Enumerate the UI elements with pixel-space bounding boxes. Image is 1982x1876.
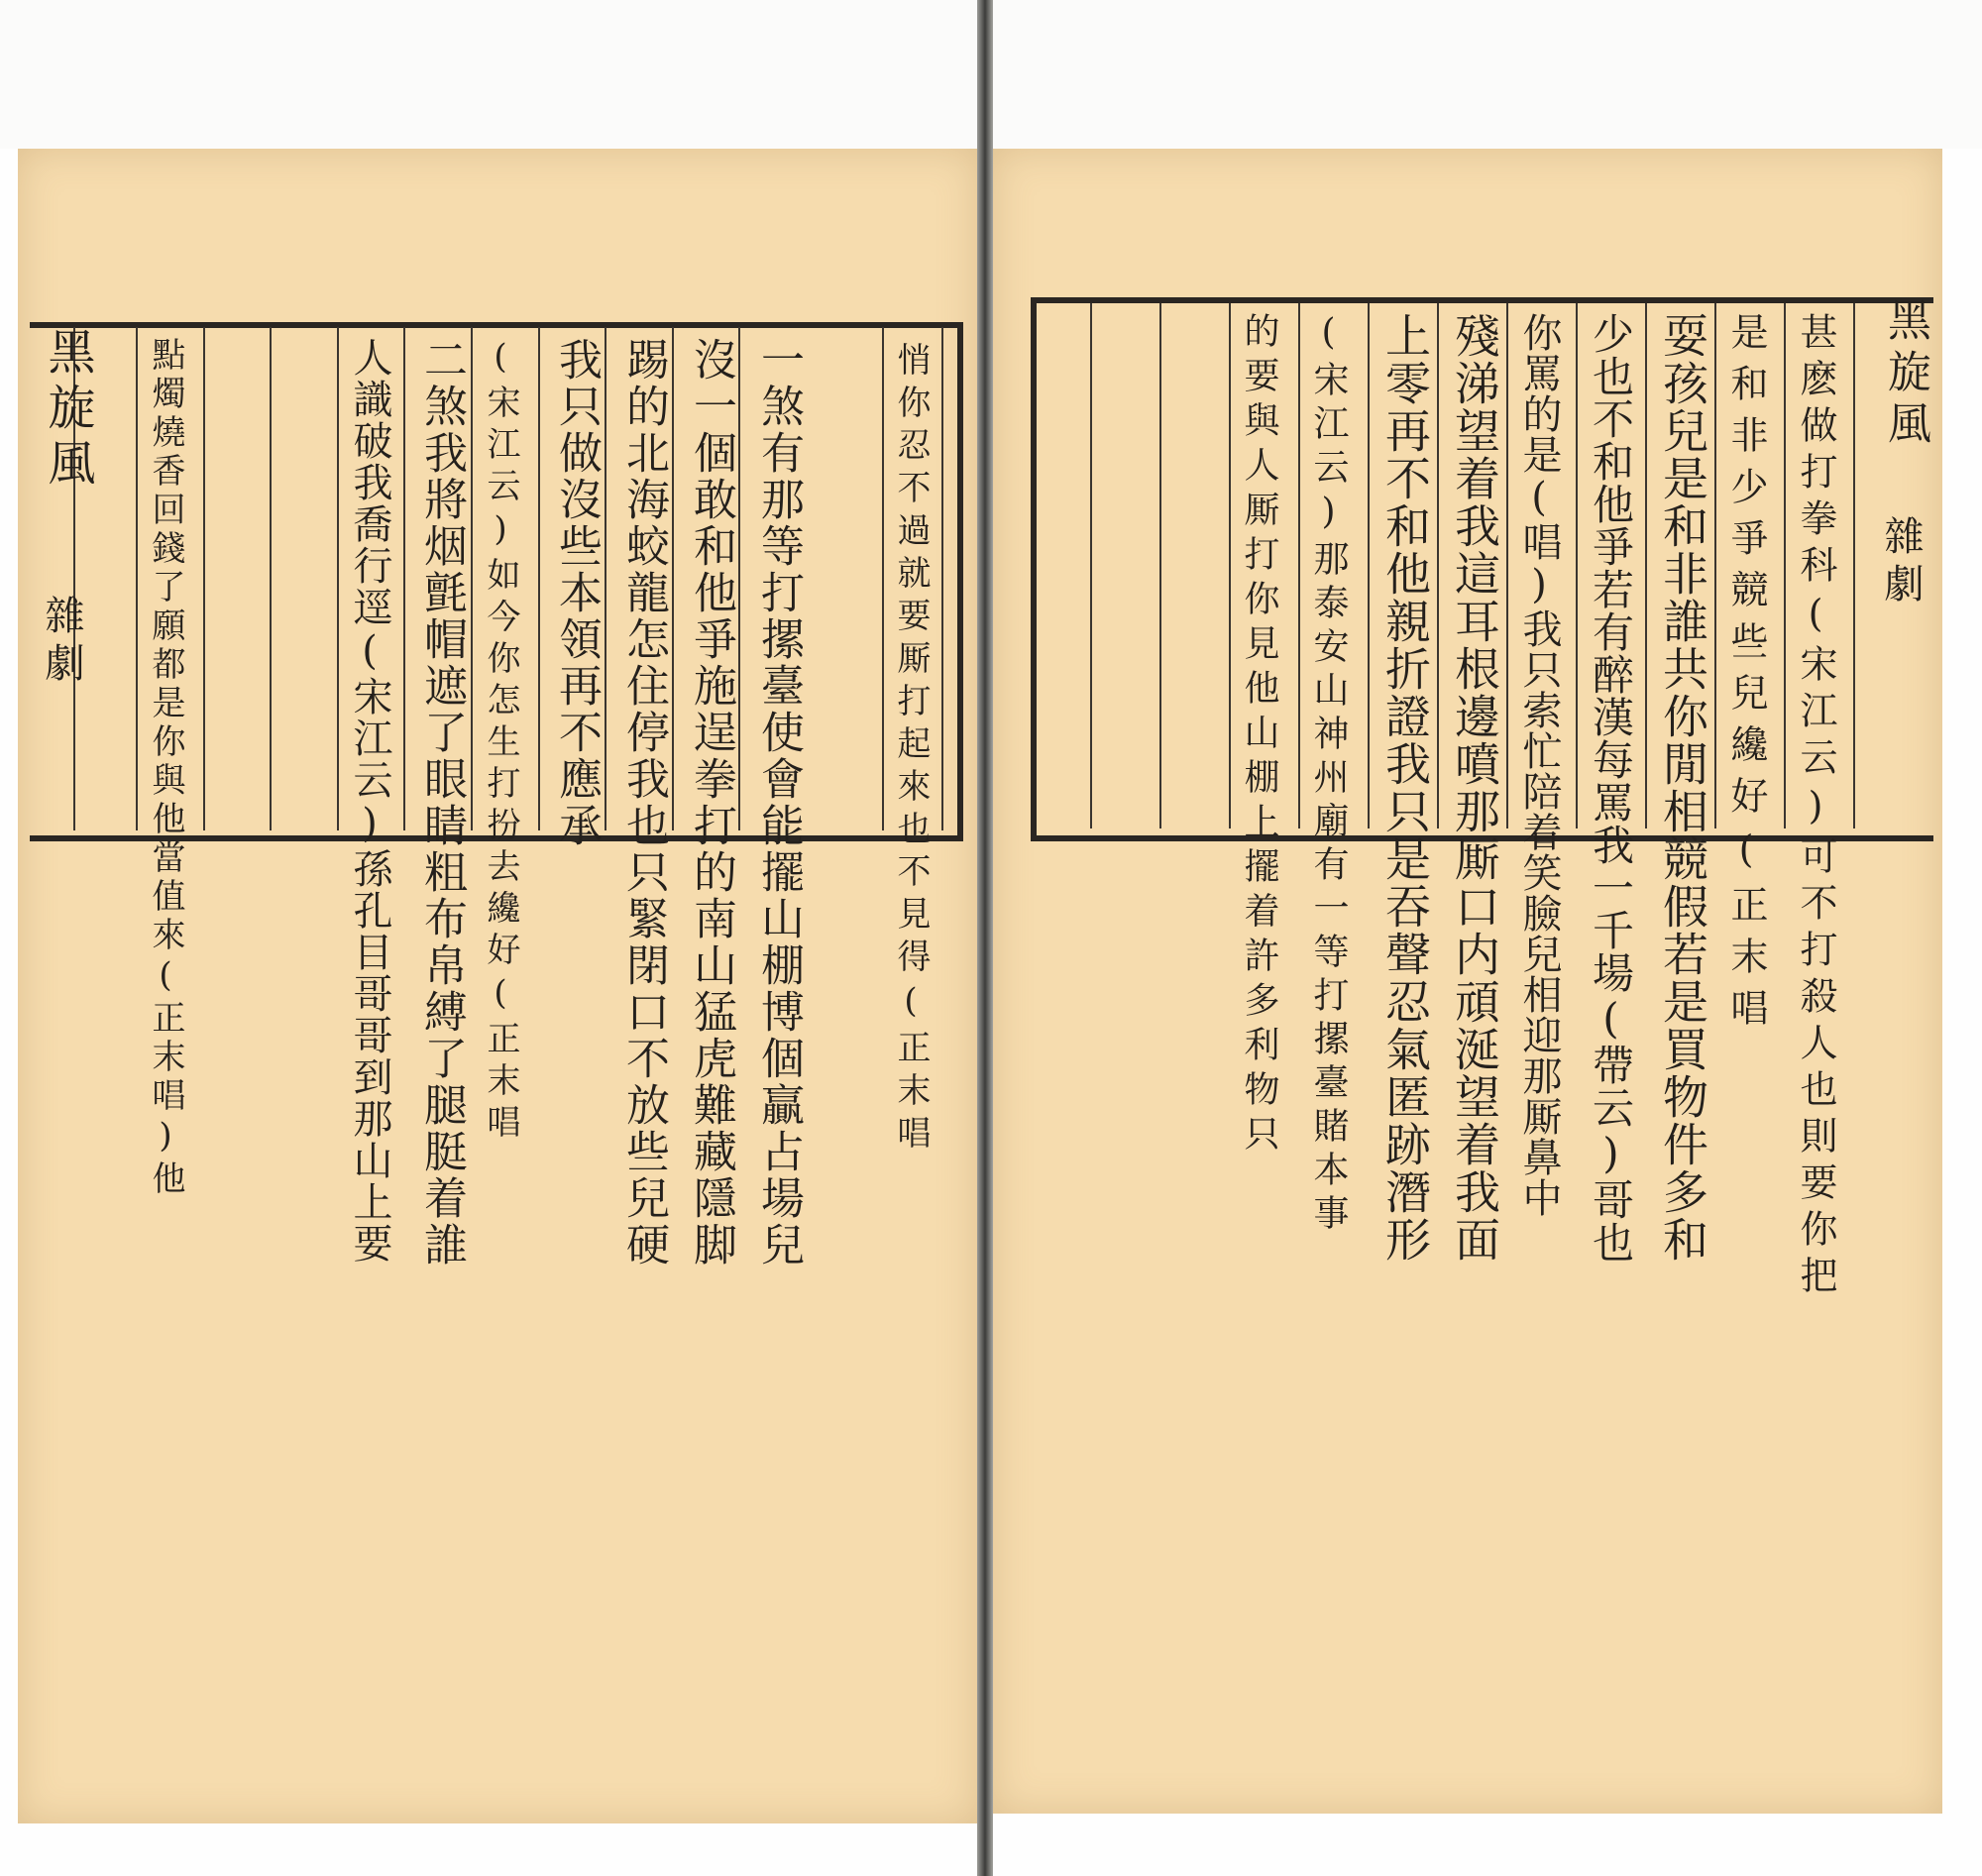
left-col-8: 人識破我喬行逕(宋江云)孫孔目哥哥到那山上要 [347,337,392,1265]
left-col-3: 沒一個敢和他爭施逞拳打的南山猛虎難藏隱脚 [686,337,736,1269]
right-col-6: 殘涕望着我這耳根邊噴那厮口内頑涎望着我面 [1448,312,1501,1264]
page-edge-right [993,0,1982,149]
left-col-1: 悄你忍不過就要厮打起來也不見得(正末唱 [891,342,931,1158]
right-col-9: 的要與人厮打你見他山棚上擺着許多利物只 [1239,312,1279,1159]
left-margin-title: 黑旋風 [40,327,95,494]
right-col-8: (宋江云)那泰安山神州廟有一等打摞臺賭本事 [1308,312,1349,1238]
left-col-9: 點燭燒香回錢了願都是你與他當值來(正末唱)他 [146,337,185,1199]
right-margin-subtitle: 雜劇 [1878,515,1924,610]
right-col-2: 是和非少爭競些兒纔好(正末唱 [1724,312,1768,1040]
page-edge-left [0,0,977,149]
left-col-4: 踢的北海蛟龍怎住停我也只緊閉口不放些兒硬 [618,337,669,1269]
right-col-7: 上零再不和他親折證我只是吞聲忍氣匿跡潛形 [1378,312,1432,1264]
book-gutter [977,0,993,1876]
left-margin-subtitle: 雜劇 [39,595,84,690]
right-col-1: 甚麽做打拳科(宋江云)可不打殺人也則要你把 [1794,312,1837,1302]
right-col-4: 少也不和他爭若有醉漢每罵我一千場(帶云)哥也 [1587,312,1635,1264]
left-col-6: (宋江云)如今你怎生打扮去纔好(正末唱 [481,337,520,1146]
left-col-5: 我只做沒些本領再不應承 [551,337,602,849]
left-col-2: 一煞有那等打摞臺使會能擺山棚博個贏占場兒 [753,337,804,1269]
right-margin-title: 黑旋風 [1880,297,1930,452]
right-col-5: 你罵的是(唱)我只索忙陪着笑臉兒相迎那厮鼻中 [1516,312,1562,1218]
left-col-7: 二煞我將烟氈帽遮了眼睛粗布帛縛了腿脡着誰 [416,337,467,1269]
right-col-3: 耍孩兒是和非誰共你閒相競假若是買物件多和 [1656,312,1709,1264]
